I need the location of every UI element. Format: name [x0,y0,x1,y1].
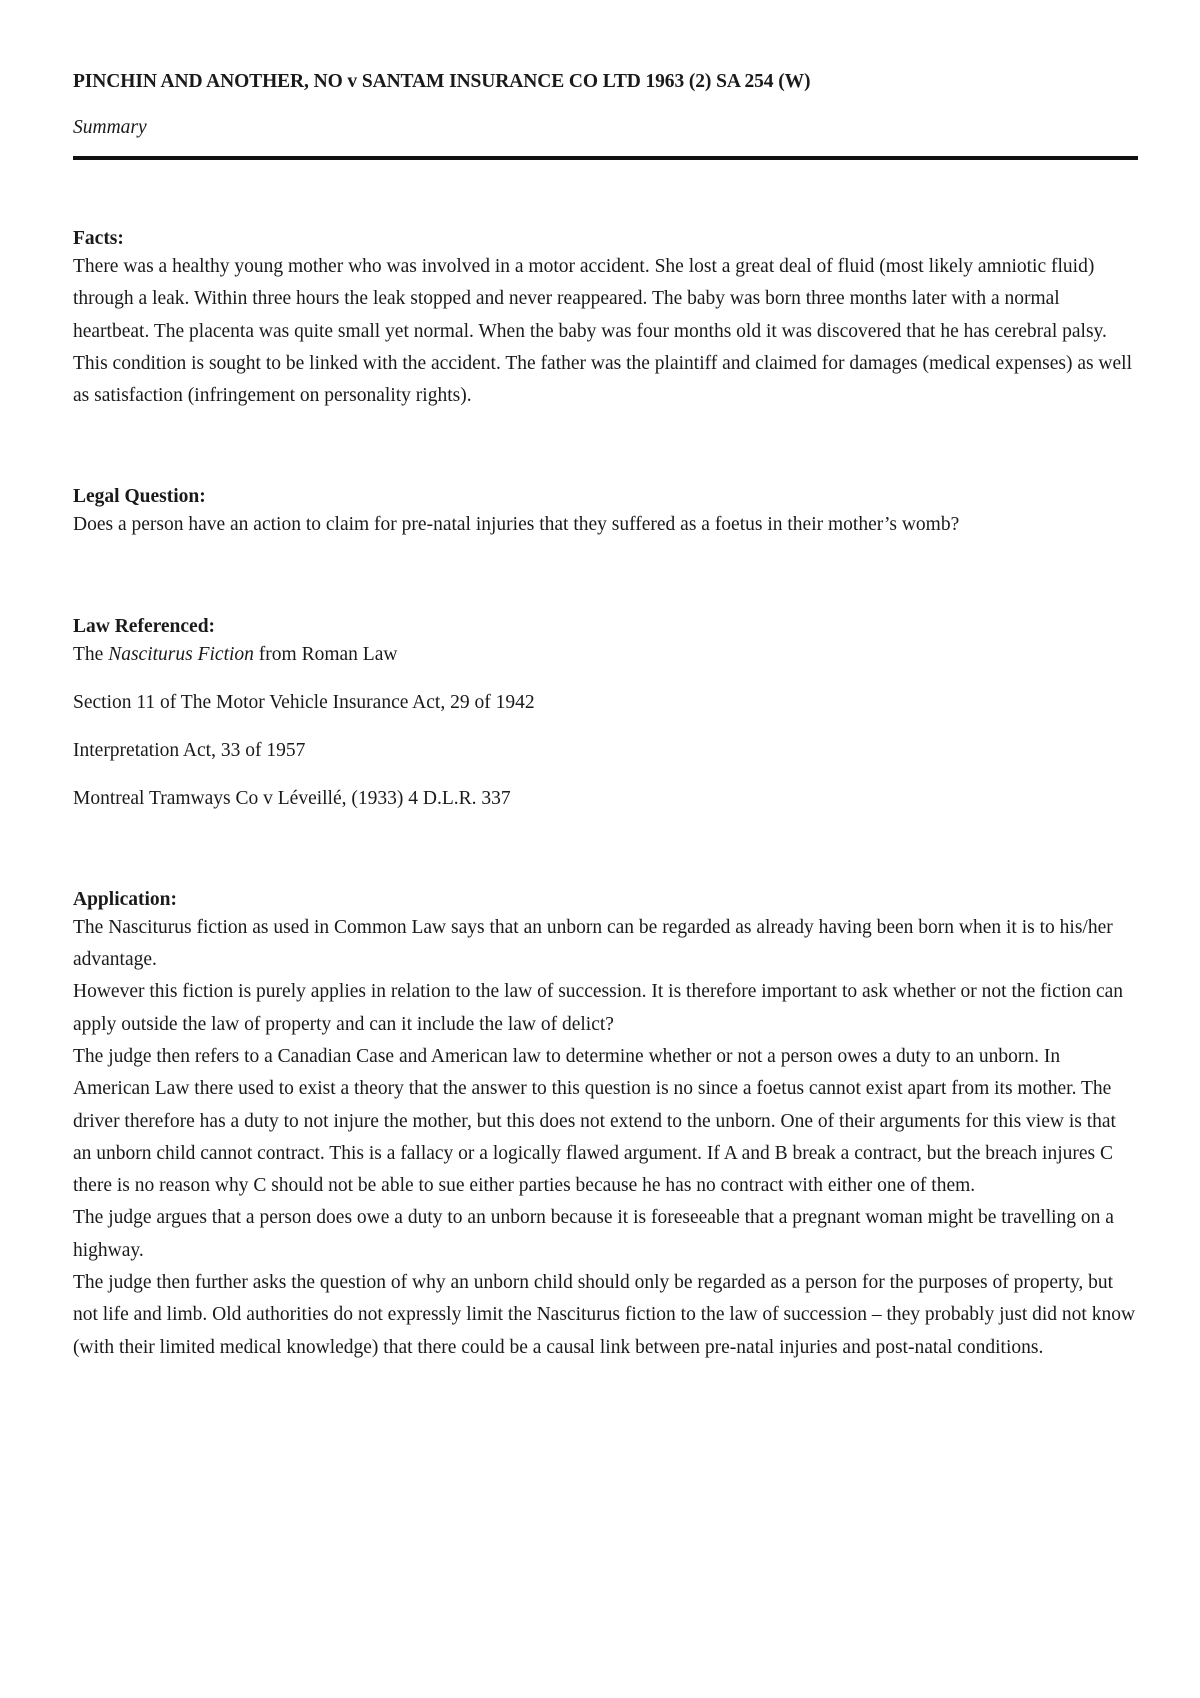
application-paragraph: The judge argues that a person does owe a duty to an unborn because it is foreseeable that a pregnant woman might be travelling on a highway. [73,1207,1114,1261]
legal-question-text: Does a person have an action to claim for pre-natal injuries that they suffered as a foetus in their mother’s womb? [73,514,960,536]
case-subtitle: Summary [73,117,147,138]
facts-section [73,227,1138,412]
document-page [73,70,1138,1364]
case-title: PINCHIN AND ANOTHER, NO v SANTAM INSURANCE CO LTD 1963 (2) SA 254 (W) [73,71,811,92]
law-reference-prefix: The [73,643,109,665]
facts-heading: Facts: [73,228,124,249]
application-section [73,888,1138,1364]
application-paragraph: The judge then further asks the question of why an unborn child should only be regarded as a person for the purposes of property, but not life and limb. Old authorities do not expressly limit the Nasciturus fiction to the law of succession – they probably just did not know (with their limited medical knowledge) that there could be a causal link between pre-natal injuries and post-natal conditions. [73,1272,1136,1358]
law-referenced-section [73,615,1138,815]
application-paragraph: However this fiction is purely applies in relation to the law of succession. It is therefore important to ask whether or not the fiction can apply outside the law of property and can it include the law of delict? [73,981,1124,1035]
law-reference-item: Interpretation Act, 33 of 1957 [73,739,306,761]
header-rule [73,156,1138,160]
legal-question-heading: Legal Question: [73,486,206,508]
law-reference-item: Montreal Tramways Co v Léveillé, (1933) 4 D.L.R. 337 [73,787,511,809]
law-referenced-heading: Law Referenced: [73,615,216,637]
law-reference-item: Section 11 of The Motor Vehicle Insurance Act, 29 of 1942 [73,691,535,713]
law-reference-item [73,639,1138,671]
facts-text: There was a healthy young mother who was involved in a motor accident. She lost a great deal of fluid (most likely amniotic fluid) through a leak. Within three hours the leak stopped and never reappeared. The baby was born three months later with a normal heartbeat. The placenta was quite small yet normal. When the baby was four months old it was discovered that he has cerebral palsy. This condition is sought to be linked with the accident. The father was the plaintiff and claimed for damages (medical expenses) as well as satisfaction (infringement on personality rights). [73,256,1133,407]
legal-question-section [73,485,1138,541]
law-reference-italic: Nasciturus Fiction [108,643,254,665]
application-paragraph: The Nasciturus fiction as used in Common Law says that an unborn can be regarded as already having been born when it is to his/her advantage. [73,916,1113,971]
law-reference-suffix: from Roman Law [253,643,398,665]
application-paragraph: The judge then refers to a Canadian Case and American law to determine whether or not a person owes a duty to an unborn. In American Law there used to exist a theory that the answer to this question is no since a foetus cannot exist apart from its mother. The driver therefore has a duty to not injure the mother, but this does not extend to the unborn. One of their arguments for this view is that an unborn child cannot contract. This is a fallacy or a logically flawed argument. If A and B break a contract, but the breach injures C there is no reason why C should not be able to sue either parties because he has no contract with either one of them. [73,1045,1116,1197]
application-heading: Application: [73,888,178,910]
